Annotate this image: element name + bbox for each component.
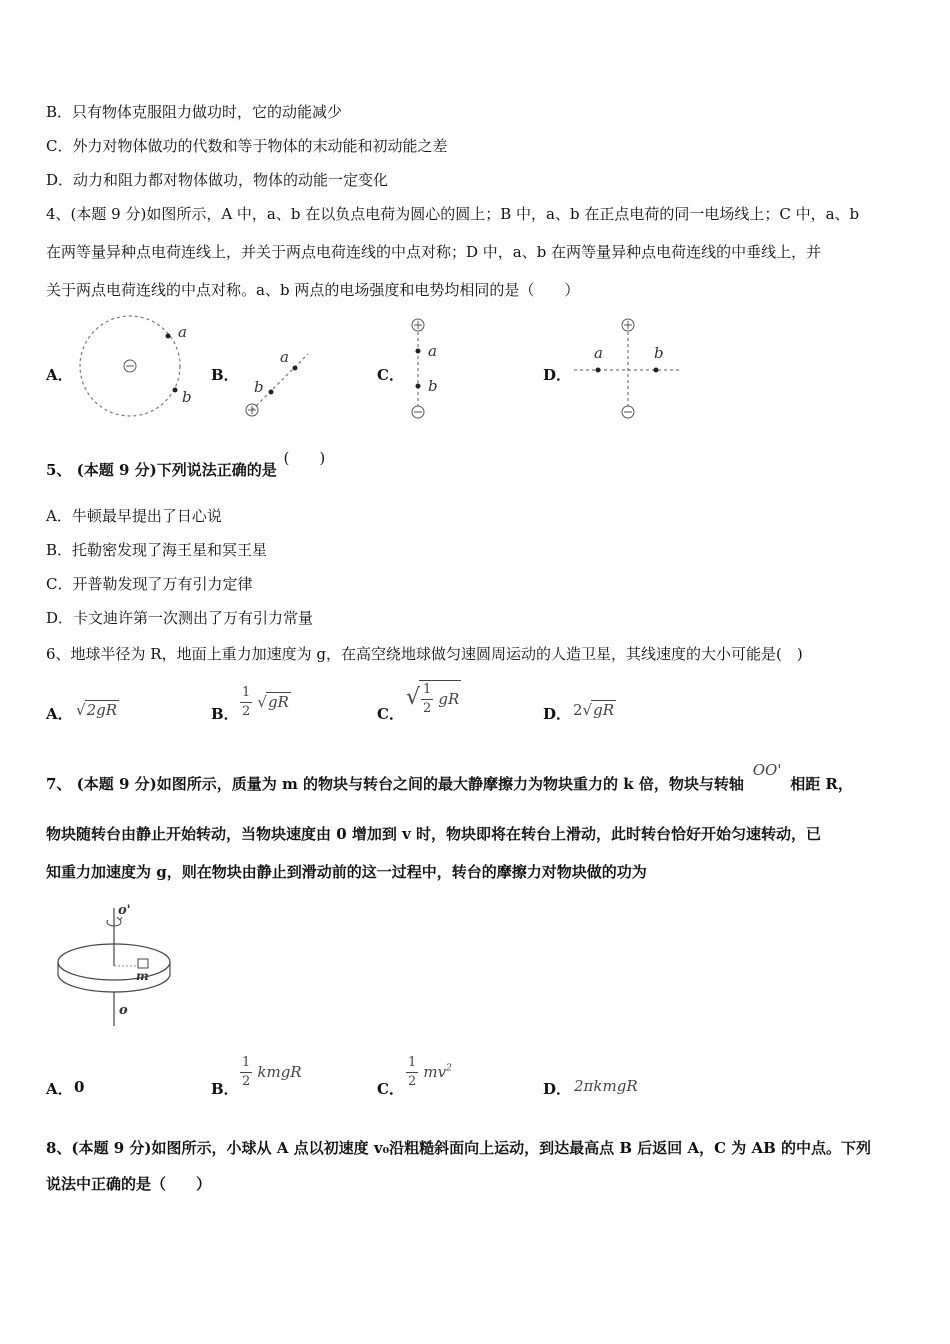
q7-label-d: D． bbox=[543, 1080, 572, 1098]
q5-answer-paren: ( ) bbox=[283, 449, 326, 467]
q3-option-b: B．只有物体克服阻力做功时，它的动能减少 bbox=[46, 103, 343, 121]
q8-stem-line2: 说法中正确的是（ ） bbox=[46, 1175, 212, 1193]
point-a bbox=[596, 368, 601, 373]
point-a-label: a bbox=[594, 344, 603, 362]
q7-option-c-expr bbox=[406, 1054, 452, 1091]
q6-d-radicand: gR bbox=[593, 701, 615, 719]
point-a bbox=[293, 366, 298, 371]
q6-label-b: B． bbox=[211, 705, 239, 723]
point-b-label: b bbox=[428, 377, 438, 395]
q6-stem: 6、地球半径为 R，地面上重力加速度为 g，在高空绕地球做匀速圆周运动的人造卫星，其线速度的大小可能是( ) bbox=[46, 645, 803, 663]
q4-stem-line3: 关于两点电荷连线的中点对称。a、b 两点的电场强度和电势均相同的是（ ） bbox=[46, 281, 580, 299]
q5-stem-text: 5、 (本题 9 分)下列说法正确的是 bbox=[46, 461, 277, 479]
q7-c-expression: mv bbox=[423, 1063, 447, 1081]
q7-c-denominator: 2 bbox=[408, 1074, 417, 1089]
point-b bbox=[269, 390, 274, 395]
point-b bbox=[654, 368, 659, 373]
q6-option-c-expr: √ $\frac{1}{2}$ gR bbox=[406, 682, 460, 716]
q6-option-b-expr: $\frac{1}{2}$ √gR bbox=[242, 685, 289, 719]
axis-top-label: o' bbox=[118, 903, 131, 918]
q6-option-a-expr: √2gR bbox=[76, 701, 118, 719]
q7-b-expression: kmgR bbox=[257, 1063, 302, 1081]
point-b bbox=[416, 384, 421, 389]
q6-b-denominator: 2 bbox=[242, 704, 251, 719]
point-a-label: a bbox=[280, 348, 289, 366]
q8-stem-line1: 8、(本题 9 分)如图所示，小球从 A 点以初速度 v₀沿粗糙斜面向上运动，到达最高点 B 后返回 A，C 为 AB 的中点。下列 bbox=[46, 1139, 872, 1157]
q4-figure-c bbox=[400, 316, 460, 422]
q7-stem-line3: 知重力加速度为 g，则在物块由静止到滑动前的这一过程中，转台的摩擦力对物块做的功为 bbox=[46, 863, 647, 881]
point-b-label: b bbox=[182, 388, 192, 406]
q3-option-c: C．外力对物体做功的代数和等于物体的末动能和初动能之差 bbox=[46, 137, 448, 155]
q6-label-c: C． bbox=[377, 705, 404, 723]
q4-figure-d bbox=[572, 316, 684, 422]
q4-label-b: B． bbox=[211, 366, 239, 384]
q7-turntable-figure bbox=[54, 900, 184, 1030]
q7-label-a: A． bbox=[46, 1080, 73, 1098]
q4-label-d: D． bbox=[543, 366, 572, 384]
point-a-label: a bbox=[178, 323, 187, 341]
q7-c-numerator: 1 bbox=[406, 1054, 418, 1073]
q7-label-b: B． bbox=[211, 1080, 239, 1098]
q7-stem-line1-text: 7、 (本题 9 分)如图所示，质量为 m 的物块与转台之间的最大静摩擦力为物块重力的 k 倍，物块与转轴 bbox=[46, 775, 744, 793]
q6-b-numerator: 1 bbox=[240, 684, 252, 703]
q4-label-a: A． bbox=[46, 366, 73, 384]
q3-option-d: D．动力和阻力都对物体做功，物体的动能一定变化 bbox=[46, 171, 389, 189]
point-a-label: a bbox=[428, 342, 437, 360]
q6-c-radicand-tail: gR bbox=[438, 690, 460, 708]
q5-option-c: C．开普勒发现了万有引力定律 bbox=[46, 575, 253, 593]
q5-option-a: A．牛顿最早提出了日心说 bbox=[46, 507, 222, 525]
q6-option-d-expr: 2√gR bbox=[573, 701, 615, 719]
q5-option-b: B．托勒密发现了海王星和冥王星 bbox=[46, 541, 268, 559]
q6-a-radicand: 2gR bbox=[86, 701, 118, 719]
q7-b-denominator: 2 bbox=[242, 1074, 251, 1089]
q5-stem bbox=[46, 449, 326, 480]
q6-label-d: D． bbox=[543, 705, 572, 723]
q6-c-numerator: 1 bbox=[421, 681, 433, 700]
q6-label-a: A． bbox=[46, 705, 73, 723]
q7-option-a-value: 0 bbox=[74, 1078, 85, 1096]
q7-c-exponent: 2 bbox=[446, 1063, 452, 1074]
q4-stem-line1: 4、(本题 9 分)如图所示，A 中，a、b 在以负点电荷为圆心的圆上；B 中，a、b 在正点电荷的同一电场线上；C 中，a、b bbox=[46, 205, 860, 223]
q7-b-numerator: 1 bbox=[240, 1054, 252, 1073]
point-a bbox=[166, 334, 171, 339]
point-a bbox=[416, 349, 421, 354]
point-b-label: b bbox=[654, 344, 664, 362]
q7-d-expression: 2πkmgR bbox=[574, 1077, 638, 1095]
point-b-label: b bbox=[254, 378, 264, 396]
q4-stem-line2: 在两等量异种点电荷连线上，并关于两点电荷连线的中点对称；D 中，a、b 在两等量异种点电荷连线的中垂线上，并 bbox=[46, 243, 822, 261]
q6-b-radicand: gR bbox=[267, 693, 289, 711]
q4-figure-a bbox=[78, 316, 192, 420]
q6-d-coefficient: 2 bbox=[573, 701, 583, 719]
q4-label-c: C． bbox=[377, 366, 404, 384]
q7-label-c: C． bbox=[377, 1080, 404, 1098]
axis-bottom-label: o bbox=[119, 1003, 128, 1018]
block-icon bbox=[138, 959, 148, 968]
q4-figure-b bbox=[240, 342, 320, 422]
q7-stem-line1 bbox=[46, 761, 853, 794]
q7-stem-line1-tail: 相距 R， bbox=[790, 775, 853, 793]
q6-c-denominator: 2 bbox=[423, 701, 432, 716]
q7-option-b-expr bbox=[240, 1054, 302, 1091]
q7-axis-label: OO' bbox=[752, 761, 782, 779]
q7-stem-line2: 物块随转台由静止开始转动，当物块速度由 0 增加到 v 时，物块即将在转台上滑动，此时转台恰好开始匀速转动，已 bbox=[46, 825, 822, 843]
q5-option-d: D．卡文迪许第一次测出了万有引力常量 bbox=[46, 609, 314, 627]
q7-option-d-expr bbox=[574, 1076, 638, 1095]
block-mass-label: m bbox=[136, 969, 149, 983]
point-b bbox=[173, 388, 178, 393]
